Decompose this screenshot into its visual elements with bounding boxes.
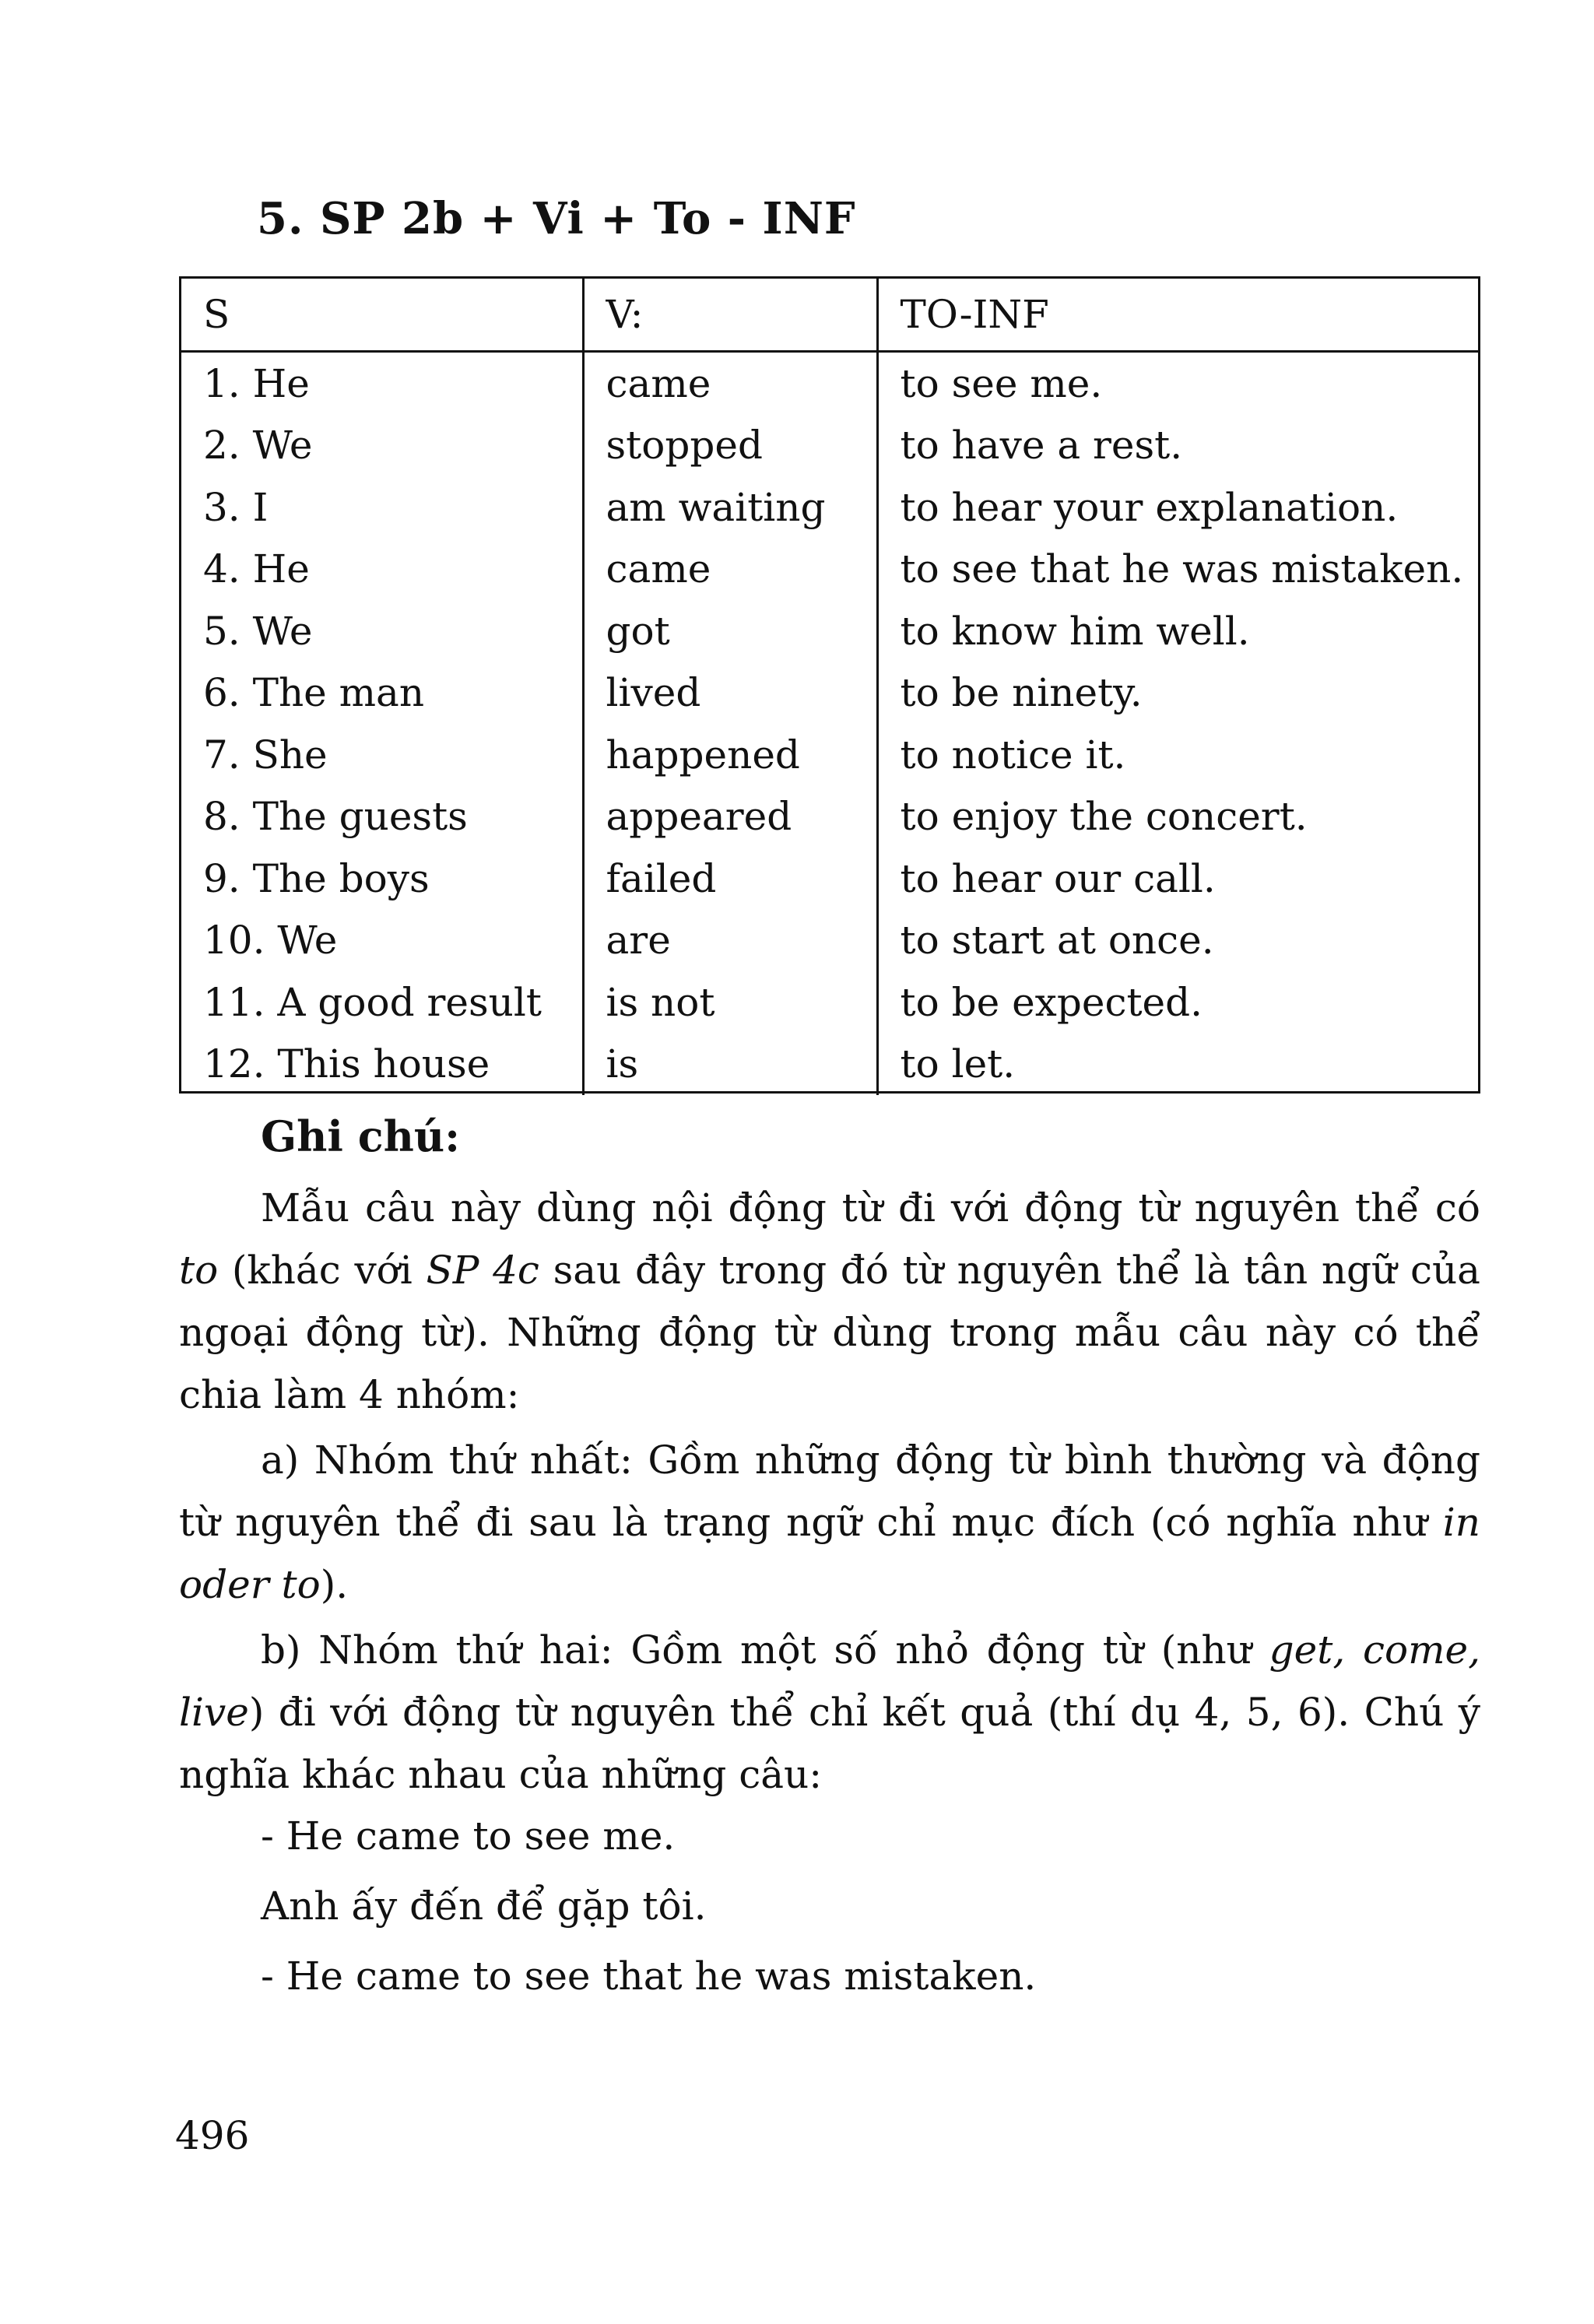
table-body: [181, 352, 1478, 1096]
verb-cell: am waiting: [583, 476, 877, 539]
subject-cell: 7. She: [203, 732, 328, 778]
verb-cell: happened: [583, 724, 877, 786]
italic-term: to: [179, 1248, 219, 1293]
example-sentence-1: - He came to see me.: [261, 1813, 676, 1859]
verb-cell: lived: [583, 662, 877, 725]
subject-cell: 2. We: [203, 423, 313, 469]
text-span: b) Nhóm thứ hai: Gồm một số nhỏ động từ (như: [261, 1627, 1269, 1673]
notes-paragraph-group-a: [179, 1429, 1480, 1616]
table-row: [181, 786, 1478, 848]
example-sentence-2: - He came to see that he was mistaken.: [261, 1954, 1037, 1999]
verb-cell: got: [583, 600, 877, 662]
notes-title: Ghi chú:: [261, 1111, 461, 1161]
italic-term: SP 4c: [426, 1248, 539, 1293]
subject-cell: 10. We: [203, 918, 338, 964]
verb-cell: stopped: [583, 415, 877, 477]
to-inf-cell: to be expected.: [877, 971, 1478, 1034]
table-row: [181, 724, 1478, 786]
subject-cell: 6. The man: [203, 670, 425, 716]
table-header-row: [181, 279, 1478, 352]
sentence-pattern-table: [179, 276, 1480, 1094]
verb-cell: is: [583, 1034, 877, 1096]
text-span: ).: [320, 1562, 349, 1607]
table-row: [181, 415, 1478, 477]
subject-cell: 5. We: [203, 608, 313, 654]
table-row: [181, 476, 1478, 539]
to-inf-cell: to have a rest.: [877, 415, 1478, 477]
to-inf-cell: to know him well.: [877, 600, 1478, 662]
verb-cell: appeared: [583, 786, 877, 848]
to-inf-cell: to be ninety.: [877, 662, 1478, 725]
to-inf-cell: to let.: [877, 1034, 1478, 1096]
to-inf-cell: to enjoy the concert.: [877, 786, 1478, 848]
text-span: (khác với: [218, 1248, 427, 1293]
text-span: a) Nhóm thứ nhất: Gồm những động từ bình thường và động từ nguyên thể đi sau là trạng ngữ chỉ mục đích (có nghĩa như: [179, 1438, 1480, 1545]
notes-paragraph-intro: [179, 1177, 1480, 1426]
pattern-table: [181, 279, 1478, 1095]
subject-cell: 3. I: [203, 484, 269, 530]
section-heading: 5. SP 2b + Vi + To - INF: [257, 193, 856, 244]
to-inf-cell: to start at once.: [877, 910, 1478, 972]
subject-cell: 9. The boys: [203, 855, 430, 901]
to-inf-cell: to hear your explanation.: [877, 476, 1478, 539]
table-row: [181, 848, 1478, 910]
verb-cell: came: [583, 539, 877, 601]
table-row: [181, 600, 1478, 662]
italic-term: get, come, live: [179, 1627, 1480, 1735]
subject-cell: 4. He: [203, 546, 310, 592]
to-inf-cell: to see me.: [877, 352, 1478, 415]
text-span: Mẫu câu này dùng nội động từ đi với động từ nguyên thể có: [261, 1185, 1480, 1230]
text-span: sau đây trong đó từ nguyên thể là tân ngữ của ngoại động từ). Những động từ dùng trong mẫu câu này có thể chia làm 4 nhóm:: [179, 1248, 1480, 1417]
subject-cell: 8. The guests: [203, 794, 468, 840]
table-row: [181, 539, 1478, 601]
header-to-inf: TO-INF: [877, 279, 1478, 352]
text-span: ) đi với động từ nguyên thể chỉ kết quả (thí dụ 4, 5, 6). Chú ý nghĩa khác nhau của những câu:: [179, 1690, 1480, 1797]
italic-term: in oder to: [179, 1500, 1480, 1607]
subject-cell: 1. He: [203, 360, 310, 406]
header-subject: S: [181, 279, 583, 352]
page-number: 496: [175, 2113, 250, 2158]
table-row: [181, 1034, 1478, 1096]
header-verb: V:: [583, 279, 877, 352]
notes-paragraph-group-b: [179, 1619, 1480, 1806]
table-row: [181, 910, 1478, 972]
to-inf-cell: to see that he was mistaken.: [877, 539, 1478, 601]
verb-cell: came: [583, 352, 877, 415]
verb-cell: failed: [583, 848, 877, 910]
verb-cell: is not: [583, 971, 877, 1034]
subject-cell: 12. This house: [203, 1041, 490, 1087]
to-inf-cell: to hear our call.: [877, 848, 1478, 910]
subject-cell: 11. A good result: [203, 979, 542, 1025]
table-row: [181, 662, 1478, 725]
to-inf-cell: to notice it.: [877, 724, 1478, 786]
table-row: [181, 352, 1478, 415]
table-row: [181, 971, 1478, 1034]
verb-cell: are: [583, 910, 877, 972]
example-translation-1: Anh ấy đến để gặp tôi.: [261, 1883, 707, 1929]
